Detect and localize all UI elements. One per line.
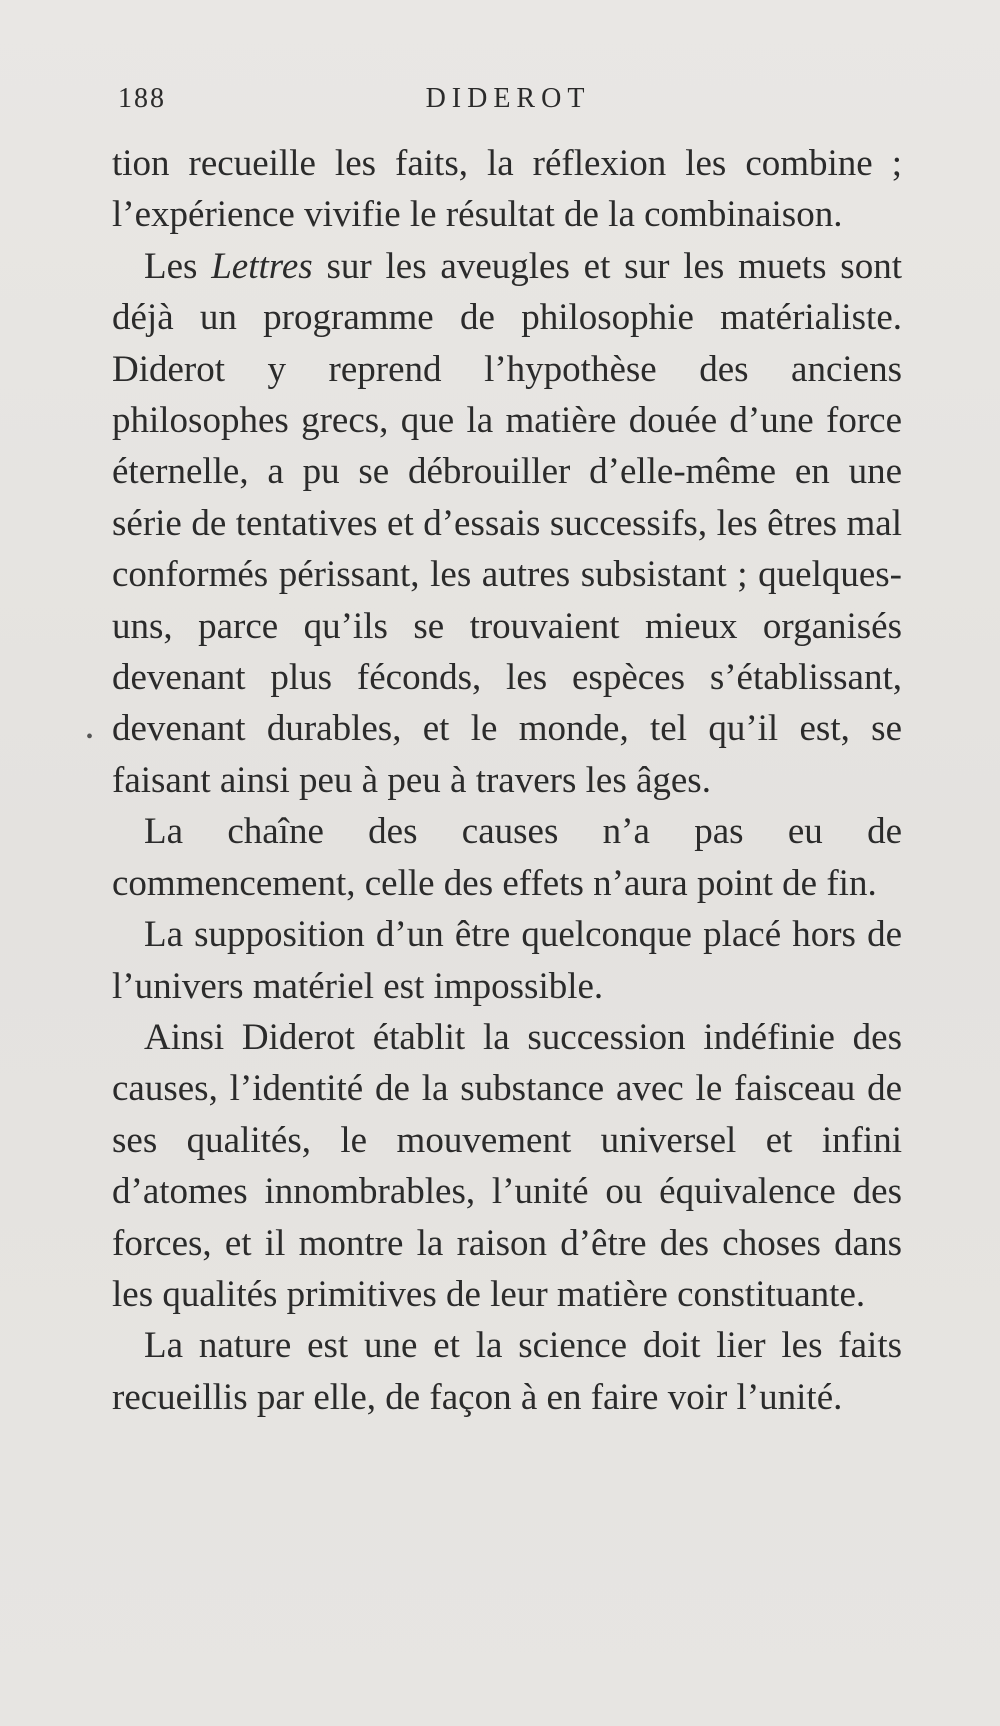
- paragraph-2: [112, 241, 902, 806]
- paragraph-6-text: La nature est une et la science doit lier les faits recueillis par elle, de façon à en faire voir l’unité.: [112, 1325, 902, 1418]
- paragraph-4-text: La supposition d’un être quelconque placé hors de l’univers matériel est impossible.: [112, 914, 902, 1007]
- body-text: [112, 138, 902, 1423]
- paragraph-5-text: Ainsi Diderot établit la succession indéfinie des causes, l’identité de la substance avec le faisceau de ses qualités, le mouvement universel et infini d’atomes innombrables, l’unité ou équivalence des forces, et il montre la raison d’être des choses dans les qualités primitives de leur matière constituante.: [112, 1016, 902, 1315]
- paragraph-4: [112, 909, 902, 1012]
- running-head: DIDEROT: [425, 83, 591, 114]
- paragraph-5: [112, 1012, 902, 1320]
- page-number: 188: [118, 83, 166, 114]
- margin-mark: •: [86, 726, 94, 748]
- paragraph-2-text-start: Les: [144, 245, 212, 287]
- paragraph-2-italic-title: Lettres: [211, 245, 313, 287]
- paragraph-6: [112, 1320, 902, 1423]
- paragraph-2-text-end: sur les aveugles et sur les muets sont déjà un programme de philosophie matérialiste. Diderot y reprend l’hypothèse des anciens philosophes grecs, que la matière douée d’une force éternelle, a pu se débrouiller d’elle-même en une série de tentatives et d’essais successifs, les êtres mal conformés périssant, les autres subsistant ; quelques-uns, parce qu’ils se trouvaient mieux organisés devenant plus féconds, les espèces s’établissant, devenant durables, et le monde, tel qu’il est, se faisant ainsi peu à peu à travers les âges.: [112, 245, 902, 801]
- page-header: [118, 83, 898, 119]
- paragraph-3-text: La chaîne des causes n’a pas eu de commencement, celle des effets n’aura point de fin.: [112, 811, 902, 904]
- paragraph-1: [112, 138, 902, 241]
- paragraph-3: [112, 806, 902, 909]
- paragraph-1-text: tion recueille les faits, la réflexion les combine ; l’expérience vivifie le résultat de la combinaison.: [112, 143, 902, 236]
